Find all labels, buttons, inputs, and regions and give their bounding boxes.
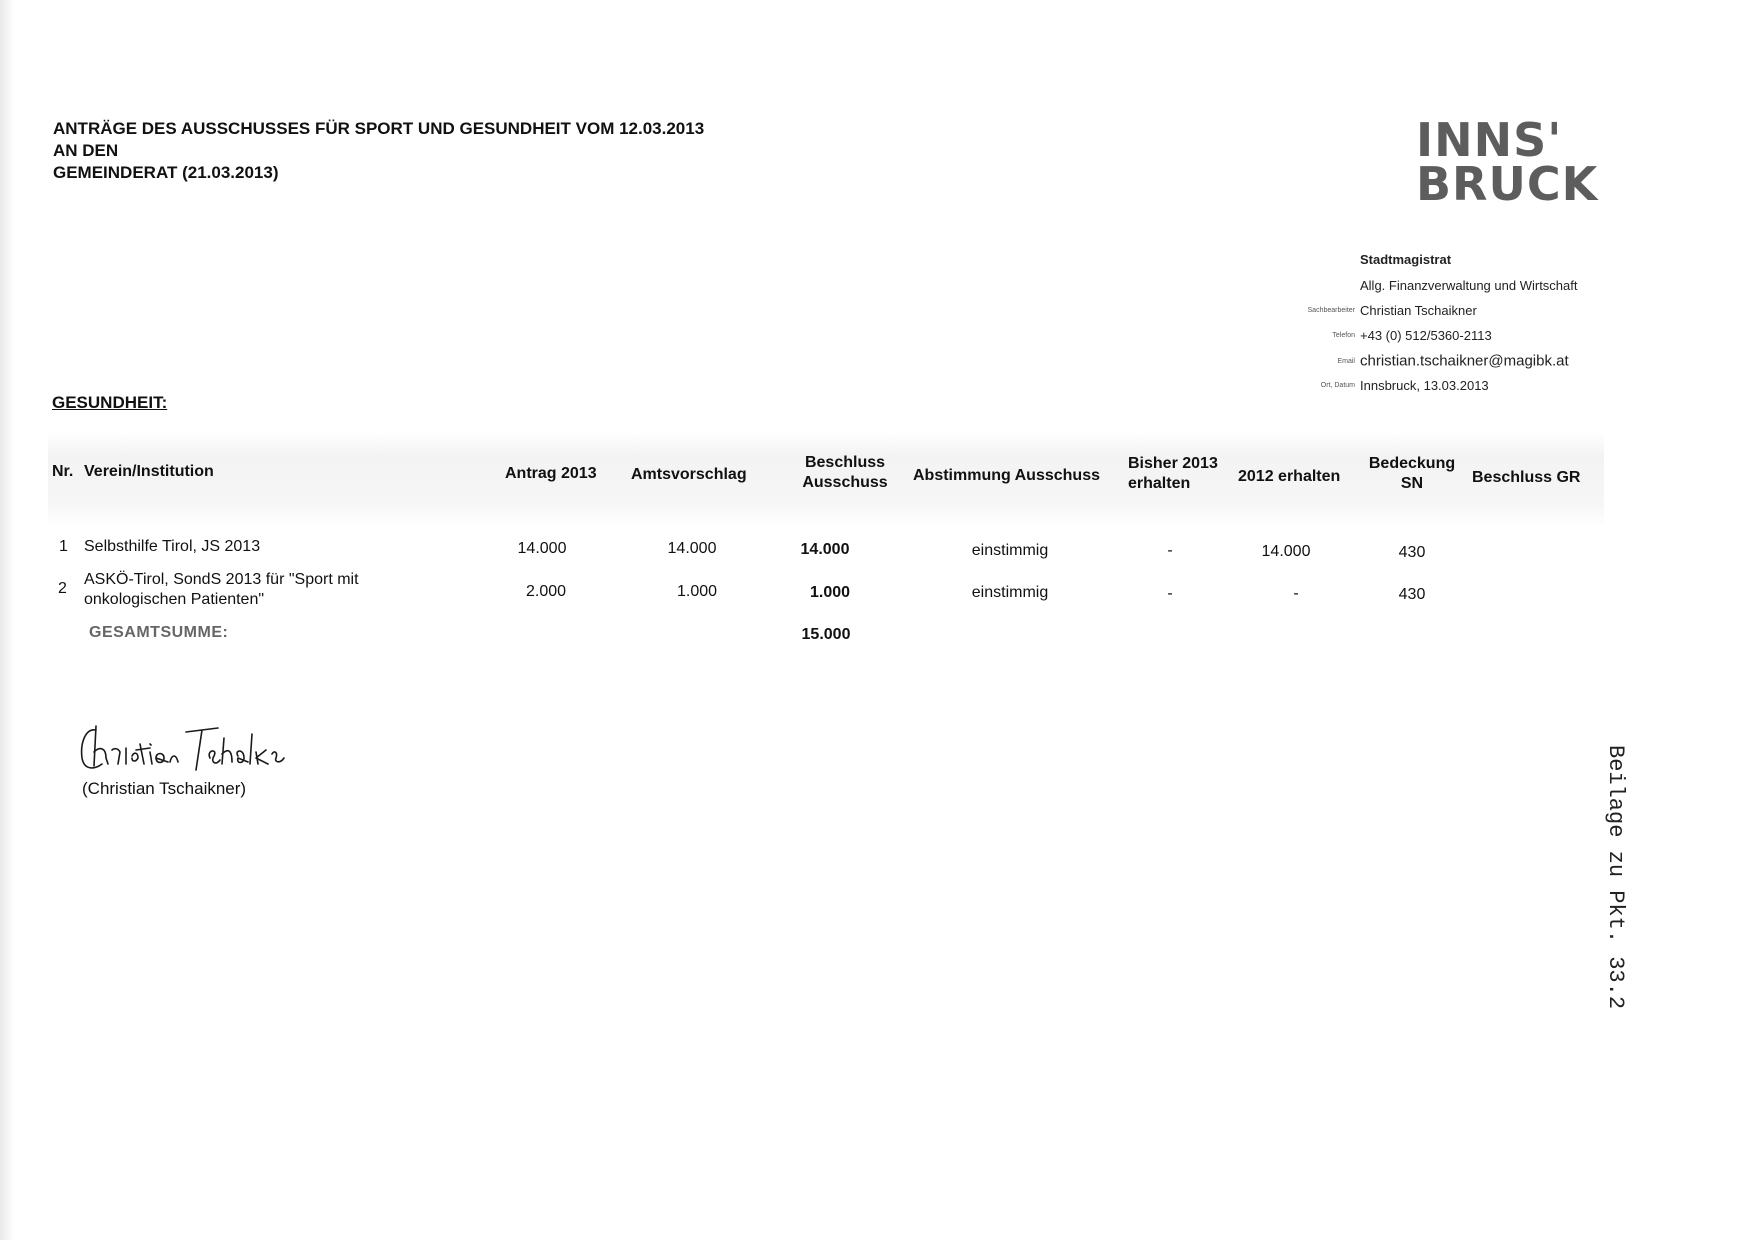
- row-1-bedeckung: 430: [1398, 544, 1426, 561]
- row-2-2012-erhalten: -: [1293, 585, 1299, 602]
- header-antrag: Antrag 2013: [505, 465, 597, 482]
- row-1-antrag: 14.000: [517, 540, 567, 557]
- contact-phone-row: [1200, 327, 1492, 343]
- signature-printed-name: (Christian Tschaikner): [82, 779, 247, 798]
- header-beschluss-gr: Beschluss GR: [1472, 469, 1581, 486]
- row-1-bisher: -: [1167, 542, 1173, 559]
- title-line-3: GEMEINDERAT (21.03.2013): [53, 163, 279, 182]
- row-2-verein-line-2: onkologischen Patienten": [84, 591, 265, 608]
- header-abstimmung: Abstimmung Ausschuss: [913, 467, 1100, 484]
- row-2-bedeckung: 430: [1398, 586, 1426, 603]
- contact-phone: +43 (0) 512/5360-2113: [1360, 328, 1492, 344]
- header-bisher: [1128, 454, 1218, 494]
- row-1-abstimmung: einstimmig: [971, 542, 1049, 559]
- row-2-bisher: -: [1167, 585, 1173, 602]
- contact-department: Stadtmagistrat: [1360, 252, 1452, 267]
- row-2-antrag: 2.000: [525, 583, 567, 600]
- contact-email: christian.tschaikner@magibk.at: [1360, 352, 1569, 370]
- row-2-nr: 2: [58, 580, 67, 597]
- side-note-text: Beilage zu Pkt. 33.2: [1603, 745, 1628, 1010]
- row-1-verein: Selbsthilfe Tirol, JS 2013: [84, 538, 261, 555]
- page-edge-shadow: [0, 0, 14, 1240]
- handwritten-signature: [78, 718, 288, 778]
- row-2-beschluss: 1.000: [809, 584, 851, 601]
- row-2-verein-line-1: ASKÖ-Tirol, SondS 2013 für "Sport mit: [84, 571, 359, 588]
- header-verein: Verein/Institution: [84, 463, 214, 480]
- header-bisher-line-1: Bisher 2013: [1128, 455, 1218, 472]
- header-beschluss-line-2: Ausschuss: [802, 474, 888, 491]
- row-1-2012-erhalten: 14.000: [1261, 543, 1311, 560]
- contact-division: Allg. Finanzverwaltung und Wirtschaft: [1360, 278, 1578, 294]
- contact-division-row: [1200, 277, 1577, 293]
- row-1-beschluss: 14.000: [800, 541, 850, 558]
- header-beschluss-ausschuss: [790, 453, 900, 493]
- contact-date-row: [1200, 377, 1489, 393]
- innsbruck-logo: [1416, 113, 1599, 211]
- header-bedeckung: [1357, 454, 1467, 494]
- contact-place-date: Innsbruck, 13.03.2013: [1360, 378, 1489, 394]
- header-2012-erhalten: 2012 erhalten: [1238, 468, 1341, 485]
- row-1-nr: 1: [59, 538, 68, 555]
- contact-clerk-label: Sachbearbeiter: [1307, 307, 1355, 315]
- logo-line-1: INNS': [1416, 113, 1563, 167]
- contact-clerk: Christian Tschaikner: [1360, 303, 1477, 319]
- header-amtsvorschlag: Amtsvorschlag: [631, 466, 747, 483]
- contact-date-label: Ort, Datum: [1320, 382, 1355, 390]
- row-1-amtsvorschlag: 14.000: [667, 540, 717, 557]
- section-title: GESUNDHEIT:: [52, 393, 168, 412]
- total-beschluss: 15.000: [801, 626, 851, 643]
- contact-email-row: [1200, 352, 1569, 370]
- header-nr: Nr.: [52, 463, 74, 480]
- header-bedeckung-line-2: SN: [1400, 475, 1424, 492]
- header-bedeckung-line-1: Bedeckung: [1368, 455, 1456, 472]
- contact-email-label: Email: [1337, 357, 1355, 365]
- header-bisher-line-2: erhalten: [1128, 475, 1191, 492]
- title-line-1: ANTRÄGE DES AUSSCHUSSES FÜR SPORT UND GESUNDHEIT VOM 12.03.2013: [53, 119, 705, 138]
- contact-phone-label: Telefon: [1332, 332, 1355, 340]
- row-2-amtsvorschlag: 1.000: [676, 583, 718, 600]
- contact-clerk-row: [1200, 302, 1477, 318]
- logo-line-2: BRUCK: [1416, 157, 1599, 211]
- header-beschluss-line-1: Beschluss: [804, 454, 886, 471]
- title-line-2: AN DEN: [53, 141, 119, 160]
- total-label: GESAMTSUMME:: [89, 624, 229, 641]
- document-title: [53, 118, 704, 184]
- row-2-abstimmung: einstimmig: [971, 584, 1049, 601]
- side-note: [1600, 745, 1632, 1045]
